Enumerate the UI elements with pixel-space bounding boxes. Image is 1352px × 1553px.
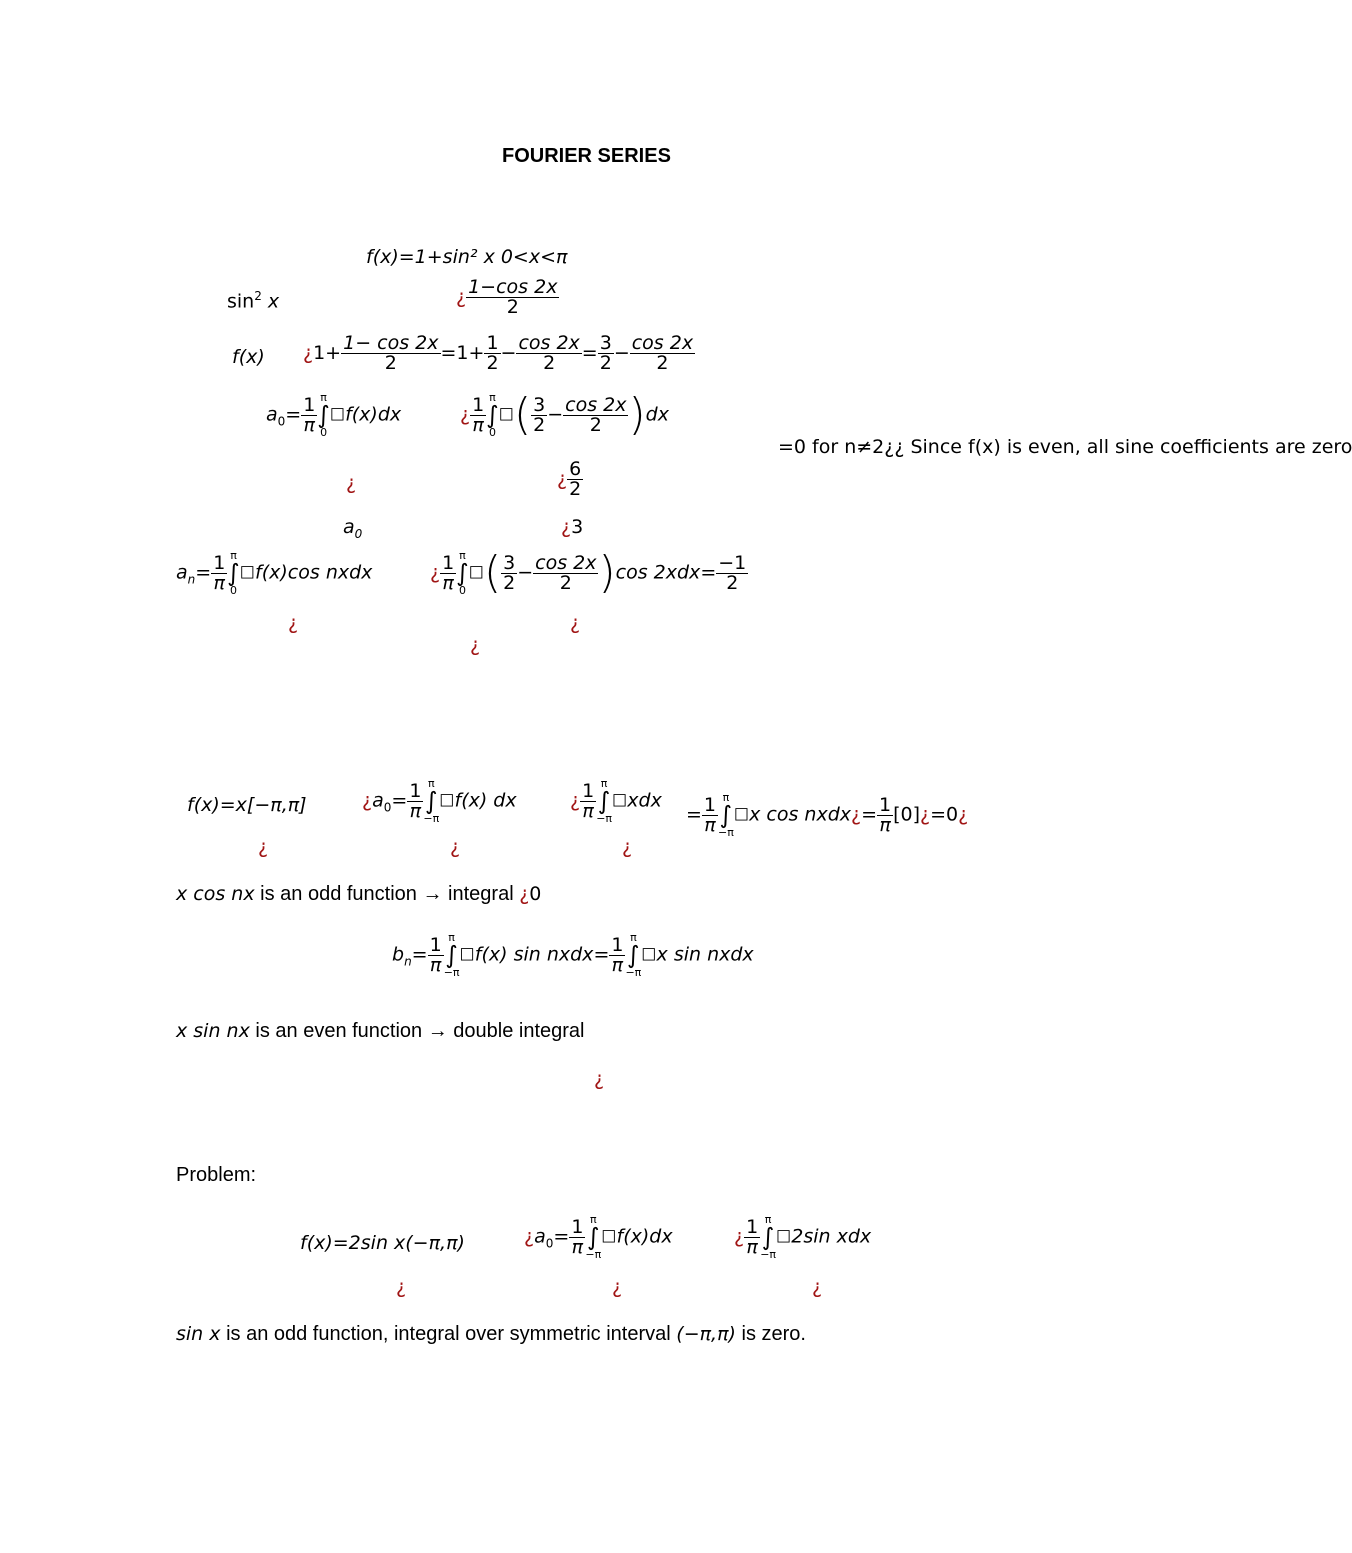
a0-formula-1: $a_0=$ $\frac{1}{\pi}$ π ∫ 0 ☐f(x)dx bbox=[266, 391, 402, 439]
placeholder-mark: ¿ bbox=[258, 836, 269, 858]
an-formula: $a_n=$ $\frac{1}{\pi}$ π ∫ 0 ☐f(x)cos nxdx bbox=[176, 549, 373, 597]
an-eval: ¿ $\frac{1}{\pi}$ π ∫ 0 ☐( $\frac{3}{2}$ − $\frac{\cos 2x}{2}$ )cos 2xdx= $\frac{-1}{2}$ bbox=[430, 547, 747, 598]
placeholder-mark: ¿ bbox=[396, 1276, 407, 1298]
problem-note: sin x is an odd function, integral over symmetric interval (−π,π) is zero. bbox=[176, 1323, 806, 1345]
placeholder-mark: ¿ bbox=[470, 634, 481, 656]
problem-label: Problem: bbox=[176, 1164, 257, 1186]
a0-eval-3: ¿ $\frac{1}{\pi}$ π ∫ −π ☐2sin xdx bbox=[734, 1213, 872, 1261]
placeholder-mark: ¿ bbox=[346, 472, 357, 494]
right-note: =0 for n≠2¿¿ Since f(x) is even, all sine coefficients are zero bbox=[778, 436, 1352, 458]
a0-formula-2: ¿$a_0=$ $\frac{1}{\pi}$ π ∫ −π ☐f(x) dx bbox=[362, 777, 517, 825]
sin2x-label: $\sin^2 x$ bbox=[227, 289, 280, 313]
fx-label: f(x) bbox=[232, 346, 265, 368]
bn-formula: $b_n=$ $\frac{1}{\pi}$ π ∫ −π ☐f(x) sin nxdx= $\frac{1}{\pi}$ π ∫ −π ☐x sin nxdx bbox=[392, 931, 754, 979]
a0-value: ¿3 bbox=[561, 516, 584, 538]
placeholder-mark: ¿ bbox=[570, 612, 581, 634]
page-title: FOURIER SERIES bbox=[502, 145, 671, 167]
a0-eval-1: ¿ $\frac{1}{\pi}$ π ∫ 0 ☐( $\frac{3}{2}$ − $\frac{\cos 2x}{2}$ )dx bbox=[460, 389, 669, 440]
function-definition-3: f(x)=2sin x(−π,π) bbox=[300, 1232, 465, 1254]
placeholder-mark: ¿ bbox=[622, 836, 633, 858]
x-cos-integral: = $\frac{1}{\pi}$ π ∫ −π ☐x cos nxdx¿= $\frac{1}{\pi}$ [0]¿=0¿ bbox=[686, 791, 969, 839]
function-definition-1: f(x)=1+sin² x 0<x<π bbox=[366, 246, 568, 268]
even-function-note: x sin nx is an even function → double integral bbox=[176, 1020, 585, 1042]
a0-formula-3: ¿$a_0=$ $\frac{1}{\pi}$ π ∫ −π ☐f(x)dx bbox=[524, 1213, 673, 1261]
placeholder-mark: ¿ bbox=[812, 1276, 823, 1298]
function-definition-2: f(x)=x[−π,π] bbox=[187, 794, 307, 816]
placeholder-mark: ¿ bbox=[594, 1068, 605, 1090]
odd-function-note: x cos nx is an odd function → integral ¿0 bbox=[176, 883, 542, 905]
a0-label: $a_0$ bbox=[343, 516, 363, 541]
placeholder-mark: ¿ bbox=[450, 836, 461, 858]
six-half: ¿ $\frac{6}{2}$ bbox=[557, 458, 582, 500]
fx-expansion: ¿1+ $\frac{1- \cos 2x}{2}$ =1+ $\frac{1}{2}$ − $\frac{\cos 2x}{2}$ = $\frac{3}{2}$ − $\frac{\cos 2x}{2}$ bbox=[303, 332, 694, 374]
a0-eval-2: ¿ $\frac{1}{\pi}$ π ∫ −π ☐xdx bbox=[570, 777, 662, 825]
placeholder-mark: ¿ bbox=[288, 612, 299, 634]
sin2x-identity: ¿ $\frac{1-\cos 2x}{2}$ bbox=[456, 276, 558, 318]
placeholder-mark: ¿ bbox=[612, 1276, 623, 1298]
